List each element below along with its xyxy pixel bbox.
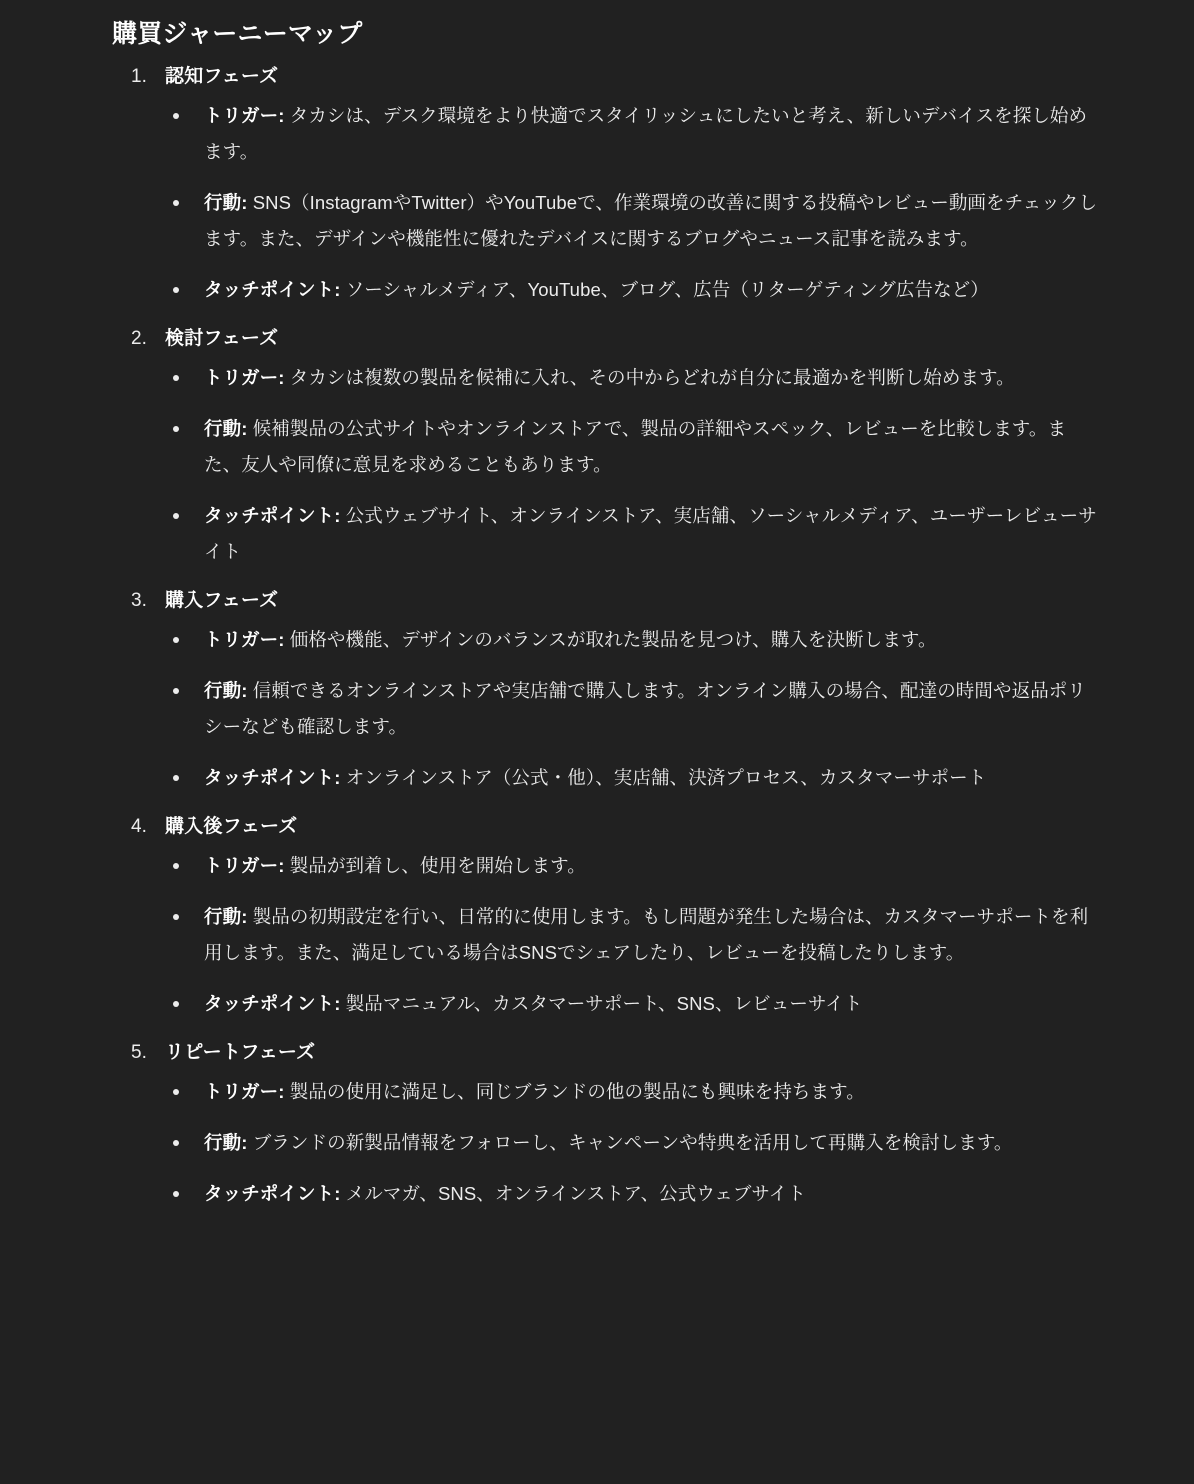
detail-text: タカシは、デスク環境をより快適でスタイリッシュにしたいと考え、新しいデバイスを探し始めます。 <box>204 104 1088 162</box>
bullet-icon <box>173 375 179 381</box>
detail-text: 信頼できるオンラインストアや実店舗で購入します。オンライン購入の場合、配達の時間や返品ポリシーなども確認します。 <box>204 679 1087 737</box>
bullet-icon <box>173 688 179 694</box>
phase-detail-item <box>165 622 1099 658</box>
bullet-icon <box>173 1191 179 1197</box>
phase-title: リピートフェーズ <box>165 1041 316 1063</box>
detail-label: タッチポイント: <box>204 278 341 300</box>
phase-detail-item <box>165 498 1099 570</box>
phase-number <box>131 586 161 616</box>
page-title: 購買ジャーニーマップ <box>112 20 363 48</box>
detail-label: タッチポイント: <box>204 1182 341 1204</box>
phase-detail-list <box>165 360 1099 570</box>
phase-title: 購入フェーズ <box>165 589 279 611</box>
detail-text: オンラインストア（公式・他）、実店舗、決済プロセス、カスタマーサポート <box>340 766 987 788</box>
detail-text: 候補製品の公式サイトやオンラインストアで、製品の詳細やスペック、レビューを比較します。また、友人や同僚に意見を求めることもあります。 <box>204 417 1067 475</box>
detail-text: 製品マニュアル、カスタマーサポート、SNS、レビューサイト <box>340 992 863 1014</box>
phase-detail-item <box>165 986 1099 1022</box>
phase-detail-item <box>165 1176 1099 1212</box>
detail-text: タカシは複数の製品を候補に入れ、その中からどれが自分に最適かを判断し始めます。 <box>284 366 1015 388</box>
phase-detail-item <box>165 1074 1099 1110</box>
detail-text: ソーシャルメディア、YouTube、ブログ、広告（リターゲティング広告など） <box>340 278 989 300</box>
phase-detail-item <box>165 848 1099 884</box>
bullet-icon <box>173 200 179 206</box>
phase-detail-list <box>165 848 1099 1022</box>
bullet-icon <box>173 775 179 781</box>
bullet-icon <box>173 113 179 119</box>
phase-detail-list <box>165 1074 1099 1212</box>
phase-list <box>112 62 1099 1212</box>
detail-text: ブランドの新製品情報をフォローし、キャンペーンや特典を活用して再購入を検討します。 <box>247 1131 1013 1153</box>
phase-number <box>131 62 161 92</box>
phase-detail-item <box>165 98 1099 170</box>
phase-detail-item <box>165 411 1099 483</box>
phase-detail-list <box>165 98 1099 308</box>
bullet-icon <box>173 513 179 519</box>
phase-title: 購入後フェーズ <box>165 815 298 837</box>
phase-item <box>112 1038 1099 1212</box>
phase-number <box>131 812 161 842</box>
detail-label: 行動: <box>204 679 248 701</box>
detail-text: メルマガ、SNS、オンラインストア、公式ウェブサイト <box>340 1182 806 1204</box>
detail-label: トリガー: <box>204 104 285 126</box>
detail-text: 製品が到着し、使用を開始します。 <box>284 854 586 876</box>
phase-detail-item <box>165 899 1099 971</box>
detail-text: SNS（InstagramやTwitter）やYouTubeで、作業環境の改善に関する投稿やレビュー動画をチェックします。また、デザインや機能性に優れたデバイスに関するブログやニュース記事を読みます。 <box>204 191 1098 249</box>
detail-label: タッチポイント: <box>204 504 341 526</box>
phase-detail-item <box>165 272 1099 308</box>
bullet-icon <box>173 287 179 293</box>
phase-detail-item <box>165 760 1099 796</box>
phase-detail-list <box>165 622 1099 796</box>
phase-title: 検討フェーズ <box>165 327 279 349</box>
phase-number <box>131 324 161 354</box>
phase-detail-item <box>165 360 1099 396</box>
phase-title: 認知フェーズ <box>165 65 279 87</box>
bullet-icon <box>173 1089 179 1095</box>
phase-item <box>112 586 1099 796</box>
detail-label: トリガー: <box>204 854 285 876</box>
bullet-icon <box>173 1140 179 1146</box>
detail-label: タッチポイント: <box>204 766 341 788</box>
detail-label: トリガー: <box>204 366 285 388</box>
detail-text: 公式ウェブサイト、オンラインストア、実店舗、ソーシャルメディア、ユーザーレビューサイト <box>204 504 1097 562</box>
phase-detail-item <box>165 673 1099 745</box>
phase-detail-item <box>165 185 1099 257</box>
bullet-icon <box>173 426 179 432</box>
bullet-icon <box>173 1001 179 1007</box>
detail-text: 価格や機能、デザインのバランスが取れた製品を見つけ、購入を決断します。 <box>284 628 937 650</box>
bullet-icon <box>173 637 179 643</box>
phase-detail-item <box>165 1125 1099 1161</box>
detail-label: トリガー: <box>204 1080 285 1102</box>
detail-label: トリガー: <box>204 628 285 650</box>
detail-text: 製品の使用に満足し、同じブランドの他の製品にも興味を持ちます。 <box>284 1080 865 1102</box>
detail-text: 製品の初期設定を行い、日常的に使用します。もし問題が発生した場合は、カスタマーサポートを利用します。また、満足している場合はSNSでシェアしたり、レビューを投稿したりします。 <box>204 905 1089 963</box>
detail-label: 行動: <box>204 417 248 439</box>
phase-item <box>112 62 1099 308</box>
detail-label: 行動: <box>204 905 248 927</box>
bullet-icon <box>173 863 179 869</box>
phase-item <box>112 812 1099 1022</box>
phase-number <box>131 1038 161 1068</box>
detail-label: タッチポイント: <box>204 992 341 1014</box>
phase-item <box>112 324 1099 570</box>
detail-label: 行動: <box>204 191 248 213</box>
bullet-icon <box>173 914 179 920</box>
detail-label: 行動: <box>204 1131 248 1153</box>
